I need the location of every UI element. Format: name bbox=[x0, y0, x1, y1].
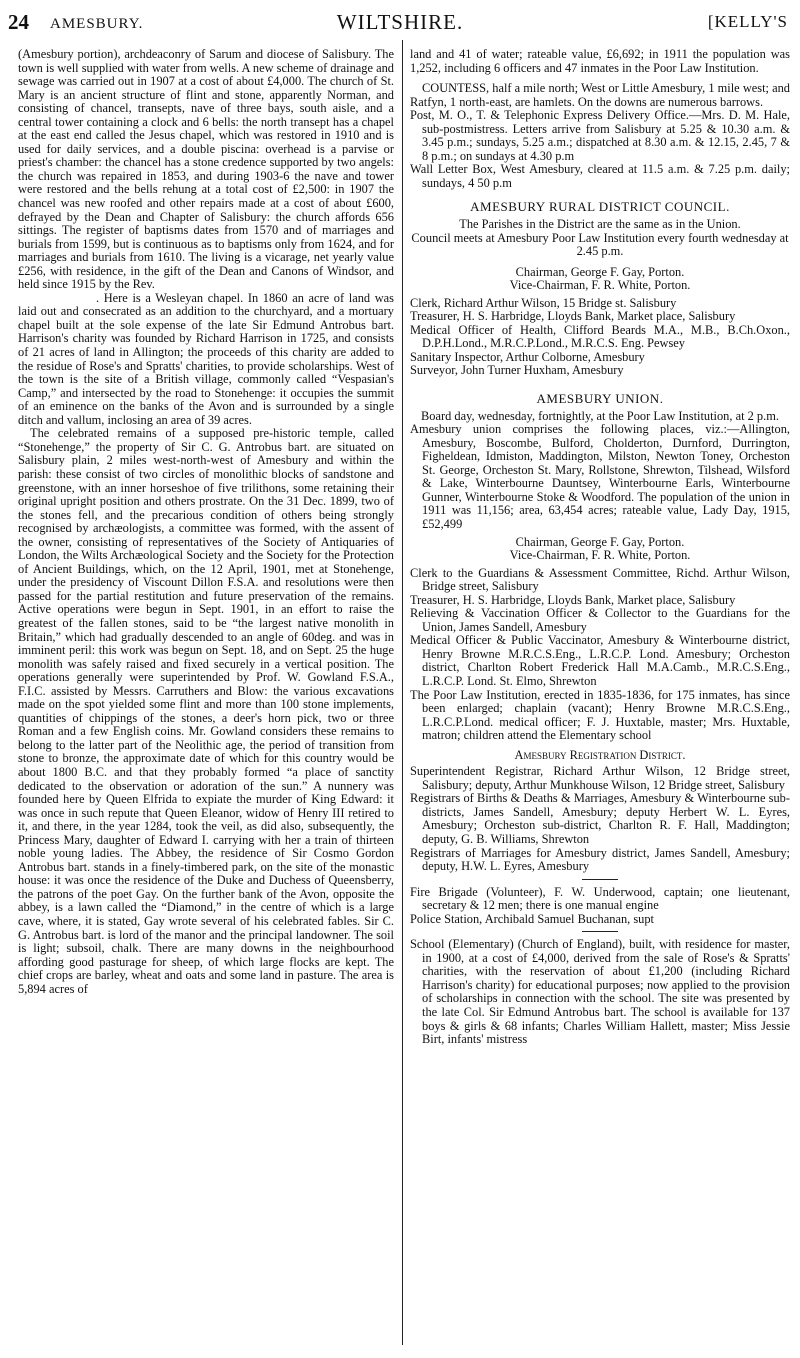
registration-entry: Registrars of Births & Deaths & Marriages, Amesbury & Winterbourne sub-districts, James Sandell, Amesbury; deputy Herbert W. L. Eyres, Amesbury; Orcheston sub-district, Charlton R. F. Hall, Maddington; deputy, G. B. Williams, Shrewton bbox=[410, 791, 790, 846]
page-header bbox=[0, 8, 800, 38]
heading-registration-district: Amesbury Registration District. bbox=[514, 747, 686, 762]
council-entry: Clerk, Richard Arthur Wilson, 15 Bridge st. Salisbury bbox=[410, 295, 677, 310]
union-entry: Treasurer, H. S. Harbridge, Lloyds Bank, Market place, Salisbury bbox=[410, 592, 736, 607]
left-column bbox=[18, 48, 394, 996]
paragraph-chapel-charity bbox=[18, 292, 394, 427]
council-entry: Medical Officer of Health, Clifford Beards M.A., M.B., B.Ch.Oxon., D.P.H.Lond., M.R.C.P.Lond., M.R.C.S. Eng. Pewsey bbox=[410, 322, 790, 351]
running-head-publisher: [KELLY'S bbox=[707, 12, 788, 31]
section-rule bbox=[582, 931, 618, 932]
running-head-county: WILTSHIRE. bbox=[336, 10, 464, 34]
union-entry: Relieving & Vaccination Officer & Collector to the Guardians for the Union, James Sandell, Amesbury bbox=[410, 606, 790, 634]
right-column bbox=[410, 48, 790, 1047]
council-chairman: Chairman, George F. Gay, Porton. bbox=[515, 264, 685, 279]
council-entry: Surveyor, John Turner Huxham, Amesbury bbox=[410, 363, 624, 378]
council-parishes: The Parishes in the District are the same as in the Union. bbox=[459, 217, 741, 232]
paragraph-church: (Amesbury portion), archdeaconry of Sarum and diocese of Salisbury. The town is well supplied with water from wells. A new scheme of drainage and sewage was carried out in 1907 at a cost of about £4,000. The church of St. Mary is an ancient structure of flint and stone, apparently Norman, and consisting of chancel, transepts, nave of three bays, south aisle, and a central tower containing a clock and 6 bells: the north transept has a chapel at the east end called the Jesus chapel, which was restored in 1910 and is used for daily services, and a double piscina: overhead is a parvise or priest's chamber: the chancel has a stone credence supported by two angels: the church was repaired in 1853, and during 1903-6 the nave and tower were restored and the bells rehung at a total cost of £2,500: in 1907 the chancel was new roofed and other repairs made at a cost of about £600, defrayed by the Dean and Chapter of Salisbury: the church affords 656 sittings. The register of baptisms dates from 1570 and of marriages and burials from 1599, but is continuous as to baptisms only from 1624, and for marriages and burials from 1610. The living is a vicarage, net yearly value £256, with residence, in the gift of the Dean and Canons of Windsor, and held since 1915 by the Rev. bbox=[18, 47, 394, 292]
paragraph-hamlets: COUNTESS, half a mile north; West or Little Amesbury, 1 mile west; and Ratfyn, 1 north-east, are hamlets. On the downs are numerous barrows. bbox=[410, 81, 790, 109]
registration-entry: Registrars of Marriages for Amesbury district, James Sandell, Amesbury; deputy, H.W. L. Eyres, Amesbury bbox=[410, 845, 790, 874]
paragraph-area-population: land and 41 of water; rateable value, £6,692; in 1911 the population was 1,252, including 6 officers and 47 inmates in the Poor Law Institution. bbox=[410, 47, 790, 75]
entry-fire-brigade: Fire Brigade (Volunteer), F. W. Underwood, captain; one lieutenant, secretary & 12 men; there is one manual engine bbox=[410, 884, 790, 913]
page-number: 24 bbox=[8, 10, 29, 34]
section-rule bbox=[582, 879, 618, 880]
paragraph-stonehenge: The celebrated remains of a supposed pre-historic temple, called “Stonehenge,” the property of Sir C. G. Antrobus bart. are situated on Salisbury plain, 2 miles west-north-west of Amesbury and within the parish: these consist of two circles of monolithic blocks of sandstone and greenstone, with an inner horseshoe of five trilithons, some retaining their original upright position and others prostrate. On the 31 Dec. 1899, two of the stones fell, and the precarious condition of others being strongly recognised by archæologists, a committee was formed, with the assent of the owner, consisting of representatives of the Society of Antiquaries of London, the Wilts Archæological Society and the Society for the Protection of Ancient Buildings, which, on the 12 April, 1901, met at Stonehenge, under the presidency of Viscount Dillon F.S.A. and resolutions were then passed for the partial restitution and future preservation of the remains. Active operations were begun in Sept. 1901, in an effort to raise the greatest of the fallen stones, said to be “the largest native monolith in Britain,” which had gradually descended to an angle of 60deg. and was in imminent peril: this work was begun on Sept. 18, and on Sept. 25 the huge monolith was safely raised and fixed securely in a vertical position. The operations generally were superintended by Prof. W. Gowland F.S.A., F.I.C. assisted by Messrs. Carruthers and Blow: the various excavations made on the spot yielded some flint and more than 100 stone implements, quantities of chippings of the stones, a deer's horn pick, two or three Roman and a few English coins. Mr. Gowland considers these remains to belong to the latter part of the Neolithic age, the period of transition from stone to bronze, the approximate date of which for this country would be about 1800 B.C. and that they probably formed “a place of sanctity dedicated to the observation or adoration of the sun.” A nunnery was founded here by Queen Elfrida to expiate the murder of King Edward: it was once in such repute that Queen Eleanor, widow of Henry III retired to it, and there, in the year 1284, took the veil, as did also, subsequently, the Princess Mary, daughter of Edward I. carrying with her a train of thirteen noble young ladies. The Abbey, the residence of Sir Cosmo Gordon Antrobus bart. stands in a finely-timbered park, on the site of the monastic house: it was once the residence of the Duke and Duchess of Queensberry, the patrons of the poet Gay. On the further bank of the Avon, opposite the abbey, is a lawn called the “Diamond,” in the centre of which is a large cave, where, it is stated, Gay wrote several of his celebrated fables. Sir C. G. Antrobus bart. is lord of the manor and the principal landowner. The soil is light; subsoil, chalk. There are many downs in the neighbourhood affording good pasturage for sheep, of which large flocks are kept. The chief crops are barley, wheat and oats and some land in pasture. The area is 5,894 acres of bbox=[18, 426, 394, 996]
entry-wall-letter-box: Wall Letter Box, West Amesbury, cleared at 11.5 a.m. & 7.25 p.m. daily; sundays, 4 50 p.m bbox=[410, 162, 790, 190]
paragraph-chapel-text: . Here is a Wesleyan chapel. In 1860 an acre of land was laid out and consecrated as an addition to the churchyard, and a mortuary chapel built at the sole expense of the late Sir Edmund Antrobus bart. Harrison's charity was founded by Richard Harrison in 1725, and consists of 21 acres of land in Allington; the proceeds of this charity are added to the residue of Rose's and Spratts' charities, to provide scholarships. West of the town is the site of a British village, commonly called “Vespasian's Camp,” and intersected by the road to Stonehenge: it occupies the summit of an eminence on the banks of the Avon and is surrounded by a single ditch and vallum, inclosing an area of 39 acres. bbox=[18, 290, 394, 427]
running-head-place: AMESBURY. bbox=[50, 16, 144, 32]
union-comprises: Amesbury union comprises the following places, viz.:—Allington, Amesbury, Boscombe, Bulford, Cholderton, Durnford, Durrington, Figheldean, Idmiston, Maddington, Milston, Newton Toney, Orcheston St. George, Orcheston St. Mary, Rollstone, Shrewton, Tilshead, Wilsford & Lake, Winterbourne Dauntsey, Winterbourne Earls, Winterbourne Gunner, Winterbourne Stoke & Woodford. The population of the union in 1911 was 11,156; area, 63,454 acres; rateable value, Lady Day, 1915, £52,499 bbox=[410, 422, 790, 531]
entry-post-office: Post, M. O., T. & Telephonic Express Delivery Office.—Mrs. D. M. Hale, sub-postmistress. Letters arrive from Salisbury at 5.25 & 10.30 a.m. & 3.45 p.m.; sundays, 5.25 a.m.; dispatched at 8.30 a.m. & 12.15, 2.45, 7 & 8 p.m.; on sundays at 4.30 p.m bbox=[410, 108, 790, 163]
union-entry: Medical Officer & Public Vaccinator, Amesbury & Winterbourne district, Henry Browne M.R.C.S.Eng., L.R.C.P. Lond. Amesbury; Orcheston district, Charlton Robert Frederick Hall M.A.Camb., M.R.C.S.Eng., L.R.C.P. Lond. St. Elmo, Shrewton bbox=[410, 633, 790, 688]
column-divider bbox=[402, 40, 403, 1345]
union-vice-chairman: Vice-Chairman, F. R. White, Porton. bbox=[509, 548, 691, 563]
council-entry: Treasurer, H. S. Harbridge, Lloyds Bank, Market place, Salisbury bbox=[410, 309, 736, 324]
union-chairman: Chairman, George F. Gay, Porton. bbox=[515, 534, 685, 549]
registration-entry: Superintendent Registrar, Richard Arthur Wilson, 12 Bridge street, Salisbury; deputy, Arthur Munkhouse Wilson, 12 Bridge street, Salisbury bbox=[410, 764, 790, 792]
union-board-day: Board day, wednesday, fortnightly, at the Poor Law Institution, at 2 p.m. bbox=[421, 408, 779, 423]
union-entry: Clerk to the Guardians & Assessment Committee, Richd. Arthur Wilson, Bridge street, Salisbury bbox=[410, 565, 790, 594]
entry-police-station: Police Station, Archibald Samuel Buchanan, supt bbox=[410, 911, 654, 926]
council-vice-chairman: Vice-Chairman, F. R. White, Porton. bbox=[509, 278, 691, 293]
council-meets: Council meets at Amesbury Poor Law Institution every fourth wednesday at 2.45 p.m. bbox=[411, 230, 789, 259]
union-entry: The Poor Law Institution, erected in 1835-1836, for 175 inmates, has since been enlarged; chaplain (vacant); Henry Browne M.R.C.S.Eng., L.R.C.P.Lond. medical officer; F. J. Huxtable, master; Mrs. Huxtable, matron; children attend the Elementary school bbox=[410, 687, 790, 743]
heading-union: AMESBURY UNION. bbox=[536, 391, 664, 407]
heading-rural-district-council: AMESBURY RURAL DISTRICT COUNCIL. bbox=[470, 199, 730, 215]
council-entry: Sanitary Inspector, Arthur Colborne, Amesbury bbox=[410, 349, 645, 364]
entry-school: School (Elementary) (Church of England), built, with residence for master, in 1900, at a cost of £4,000, derived from the sale of Rose's & Spratts' charities, with the reservation of about £1,200 (including Richard Harrison's charity) for educational purposes; now applied to the provision of scholarships in connection with the school. The site was presented by the late Col. Sir Edmund Antrobus bart. The school is available for 137 boys & girls & 68 infants; Charles William Hallett, master; Miss Jessie Birt, infants' mistress bbox=[410, 937, 790, 1047]
